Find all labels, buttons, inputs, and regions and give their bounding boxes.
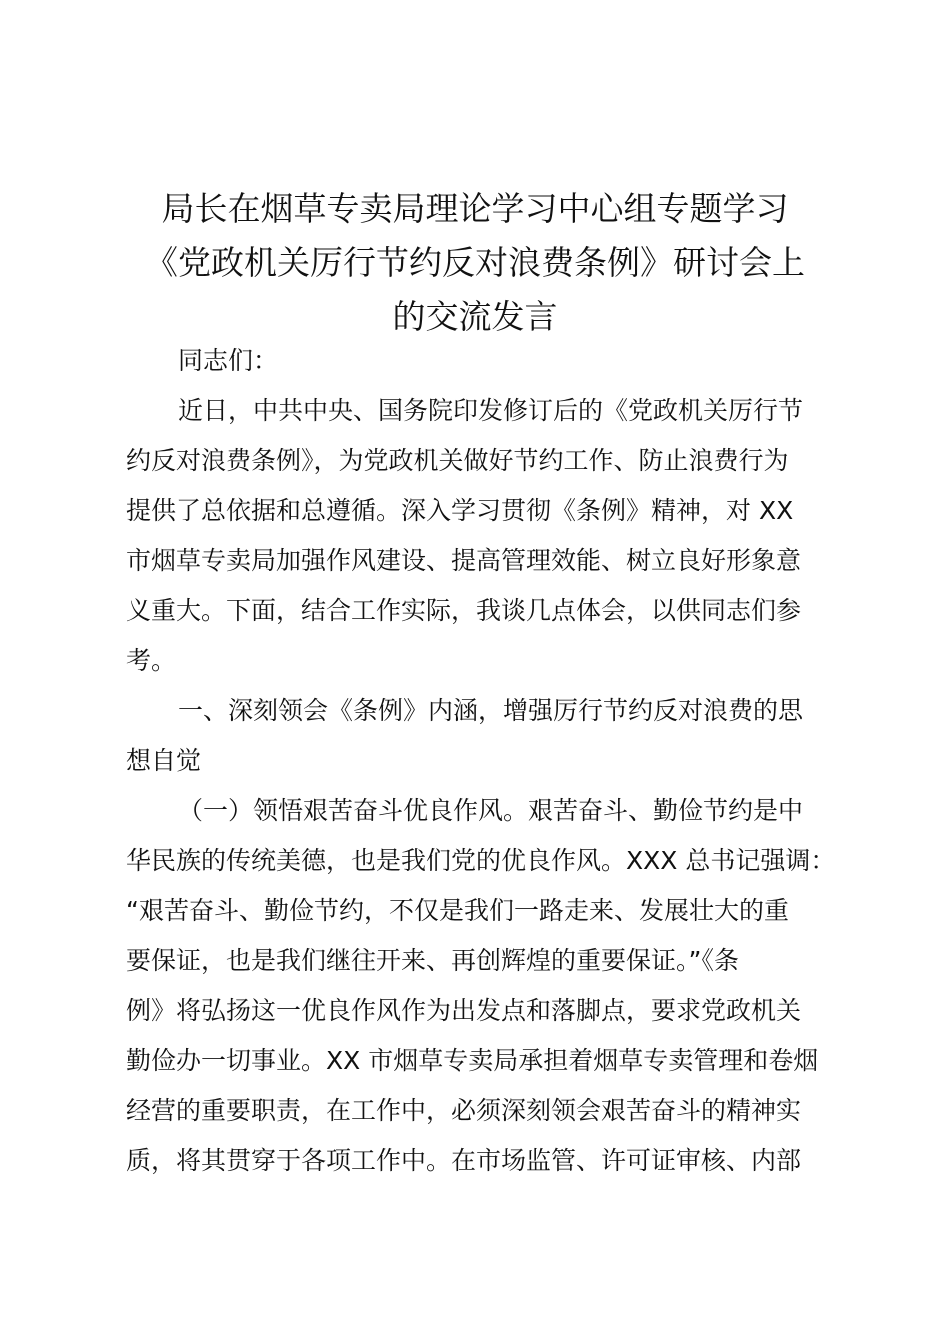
document-body <box>126 336 834 1186</box>
title-line-3: 的交流发言 <box>392 297 558 336</box>
salutation: 同志们： <box>178 346 279 375</box>
document-title <box>110 182 840 344</box>
body-line: 约反对浪费条例》，为党政机关做好节约工作、防止浪费行为 <box>126 446 789 475</box>
body-line: 要保证，也是我们继往开来、再创辉煌的重要保证。”《条 <box>126 946 739 975</box>
body-line: （一）领悟艰苦奋斗优良作风。艰苦奋斗、勤俭节约是中 <box>178 796 804 825</box>
body-line: 例》将弘扬这一优良作风作为出发点和落脚点，要求党政机关 <box>126 996 802 1025</box>
body-line: 市烟草专卖局加强作风建设、提高管理效能、树立良好形象意 <box>126 546 802 575</box>
section-heading: 一、深刻领会《条例》内涵，增强厉行节约反对浪费的思 <box>178 696 804 725</box>
body-line: 近日，中共中央、国务院印发修订后的《党政机关厉行节 <box>178 396 804 425</box>
body-line: 义重大。下面，结合工作实际，我谈几点体会，以供同志们参 <box>126 596 802 625</box>
body-line: 质，将其贯穿于各项工作中。在市场监管、许可证审核、内部 <box>126 1146 802 1175</box>
body-line: 勤俭办一切事业。XX 市烟草专卖局承担着烟草专卖管理和卷烟 <box>126 1046 819 1075</box>
body-line: “艰苦奋斗、勤俭节约，不仅是我们一路走来、发展壮大的重 <box>126 896 789 925</box>
body-line: 华民族的传统美德，也是我们党的优良作风。XXX 总书记强调： <box>126 846 836 875</box>
body-line: 经营的重要职责，在工作中，必须深刻领会艰苦奋斗的精神实 <box>126 1096 802 1125</box>
body-line: 考。 <box>126 646 177 675</box>
section-heading: 想自觉 <box>126 746 202 775</box>
title-line-2: 《党政机关厉行节约反对浪费条例》研讨会上 <box>145 243 805 282</box>
title-line-1: 局长在烟草专卖局理论学习中心组专题学习 <box>161 189 789 228</box>
body-line: 提供了总依据和总遵循。深入学习贯彻《条例》精神，对 XX <box>126 496 794 525</box>
